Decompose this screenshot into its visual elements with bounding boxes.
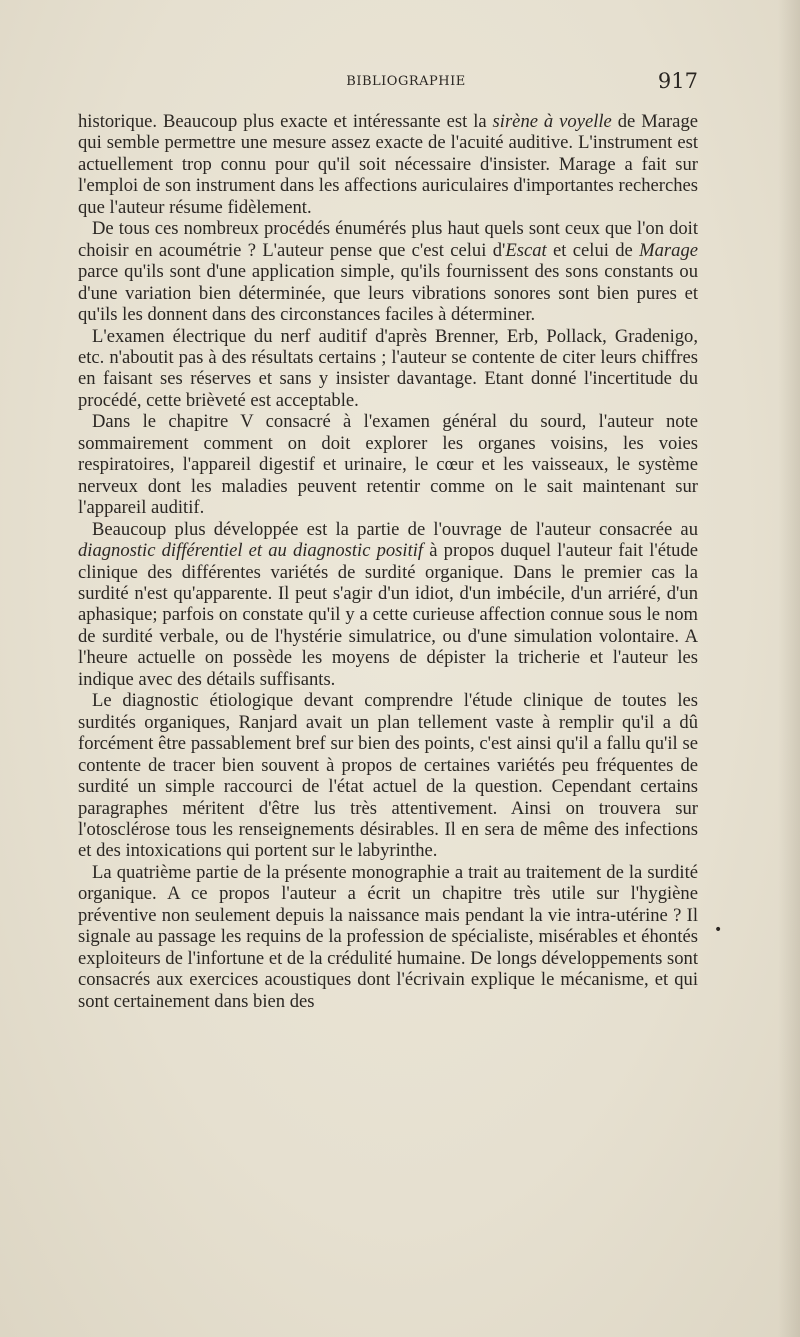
text-run: La quatrième partie de la présente monographie a trait au traitement de la surdité organique. A ce propos l'auteur a écrit un chapitre très utile sur l'hygiène préventive non seulement depuis la naissance mais pendant la vie intra-utérine ? Il signale au passage les requins de la profession de spécialiste, misérables et éhontés exploiteurs de l'infortune et de la crédulité humaine. De longs développements sont consacrés aux exercices acoustiques dont l'écrivain explique le mécanisme, et qui sont certainement dans bien des [78,861,698,1012]
text-run: et celui de [546,239,640,261]
paragraph [78,326,698,412]
italic-text: diagnostic différentiel et au diagnostic positif [78,540,424,562]
text-run: Le diagnostic étiologique devant comprendre l'étude clinique de toutes les surdités organiques, Ranjard avait un plan tellement vaste à remplir qu'il a dû forcément être passablement bref sur bien des points, c'est ainsi qu'il a fallu qu'il se contente de tracer bien souvent à propos de certaines variétés peu fréquentes de surdité un simple raccourci de l'état actuel de la question. Cependant certains paragraphes méritent d'être lus très attentivement. Ainsi on trouvera sur l'otosclérose tous les renseignements désirables. Il en sera de même des infections et des intoxications qui portent sur le labyrinthe. [78,690,698,862]
paragraph [78,218,698,325]
text-run: de Marage qui semble permettre une mesure assez exacte de l'acuité auditive. L'instrument est actuellement trop connu pour qu'il soit nécessaire d'insister. Marage a fait sur l'emploi de son instrument dans les affections auriculaires d'importantes recherches que l'auteur résume fidèlement. [78,111,698,218]
paragraph [78,690,698,862]
text-run: historique. Beaucoup plus exacte et intéressante est la [78,111,493,132]
paragraph [78,111,698,218]
italic-text: Marage [639,239,698,261]
page-edge-shadow [778,0,800,1337]
page-number: 917 [657,69,698,93]
text-run: De tous ces nombreux procédés énumérés plus haut quels sont ceux que l'on doit choisir en acoumétrie ? L'auteur pense que c'est celui d' [78,218,698,261]
margin-mark: • [714,922,723,938]
paragraph [78,411,698,518]
text-run: parce qu'ils sont d'une application simple, qu'ils fournissent des sons constants ou d'une variation bien déterminée, que leurs vibrations sonores sont bien pures et qu'ils les donnent dans des circonstances faciles à déterminer. [78,261,698,326]
italic-text: sirène à voyelle [492,111,612,132]
paragraph [78,519,698,691]
text-run: L'examen électrique du nerf auditif d'après Brenner, Erb, Pollack, Gradenigo, etc. n'aboutit pas à des résultats certains ; l'auteur se contente de citer leurs chiffres en faisant ses réserves et sans y insister davantage. Etant donné l'incertitude du procédé, cette brièveté est acceptable. [78,325,698,411]
italic-text: Escat [505,239,547,261]
page-header [78,70,698,98]
text-run: à propos duquel l'auteur fait l'étude clinique des différentes variétés de surdité organique. Dans le premier cas la surdité n'est qu'apparente. Il peut s'agir d'un idiot, d'un imbécile, d'un arriéré, d'un aphasique; parfois on constate qu'il y a cette curieuse affection connue sous le nom de surdité verbale, ou de l'hystérie simulatrice, ou d'une simulation volontaire. A l'heure actuelle on possède les moyens de dépister la tricherie et l'auteur les indique avec des détails suffisants. [78,540,698,690]
text-run: Dans le chapitre V consacré à l'examen général du sourd, l'auteur note sommairement comment on doit explorer les organes voisins, les voies respiratoires, l'appareil digestif et urinaire, le cœur et les vaisseaux, le système nerveux dont les maladies peuvent retentir comme on le sait maintenant sur l'appareil auditif. [78,411,698,519]
body-text [78,111,698,1012]
running-head: BIBLIOGRAPHIE [346,74,466,89]
text-run: Beaucoup plus développée est la partie de l'ouvrage de l'auteur consacrée au [92,518,698,540]
paragraph [78,862,698,1012]
